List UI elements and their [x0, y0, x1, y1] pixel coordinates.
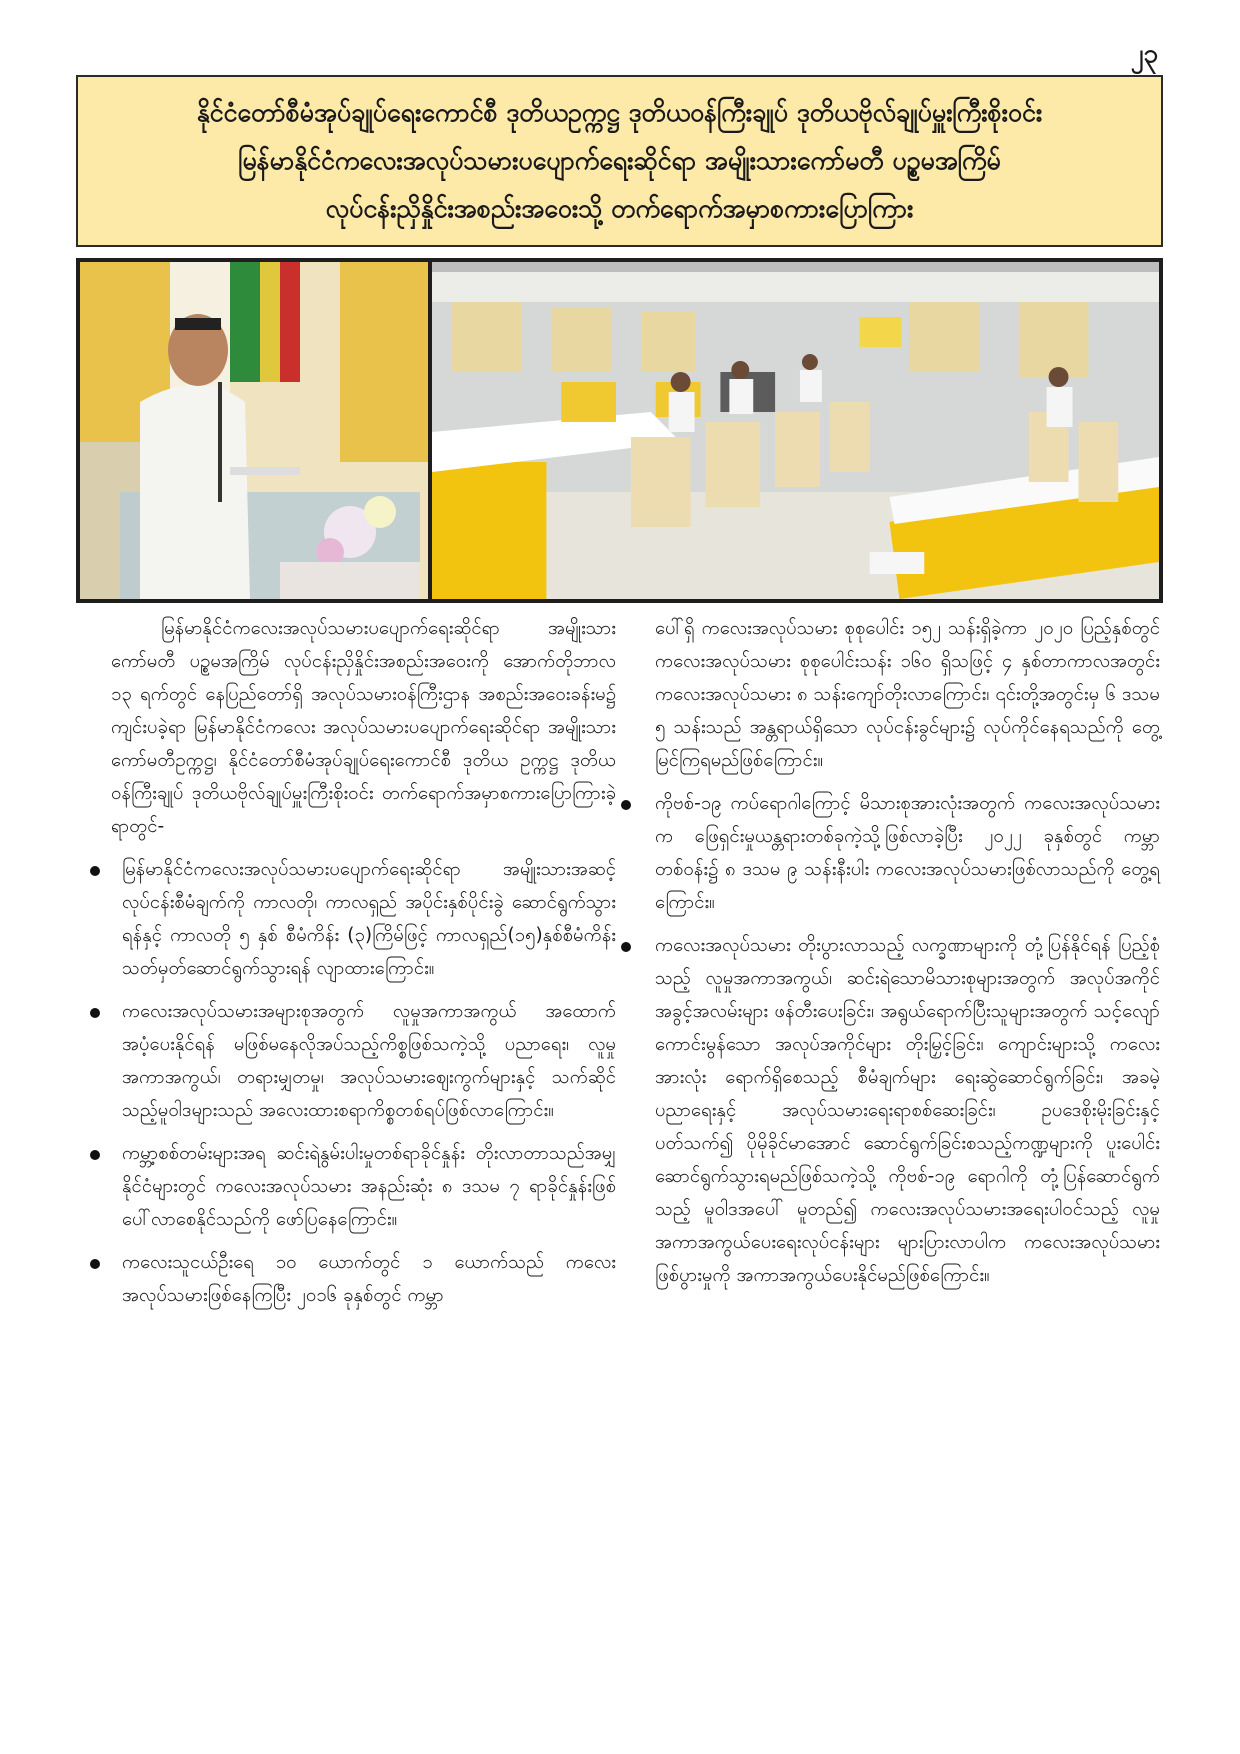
- bullet-item: [122, 1137, 616, 1236]
- headline-line-1: နိုင်ငံတော်စီမံအုပ်ချုပ်ရေးကောင်စီ ဒုတိယဥက္ကဋ္ဌ ဒုတိယဝန်ကြီးချုပ် ဒုတိယဗိုလ်ချုပ်မှူးကြီးစိုးဝင်း: [196, 98, 1043, 127]
- bullet-item: [122, 853, 616, 985]
- meeting-hall-illustration: [432, 262, 1159, 599]
- page-number: ၂၃: [1130, 39, 1158, 69]
- bullet-text: ကလေးအလုပ်သမားအများစုအတွက် လူမှုအကာအကွယ် အထောက်အပံ့ပေးနိုင်ရန် မဖြစ်မနေလိုအပ်သည့်ကိစ္စဖြစ်သကဲ့သို့ ပညာရေး၊ လူမှုအကာအကွယ်၊ တရားမျှတမှု၊ အလုပ်သမားဈေးကွက်များနှင့် သက်ဆိုင်သည့်မူဝါဒများသည် အလေးထားစရာကိစ္စတစ်ရပ်ဖြစ်လာကြောင်း။: [122, 1001, 616, 1121]
- bullet-dot-icon: [90, 1008, 100, 1018]
- bullet-item: [122, 995, 616, 1127]
- headline-line-3: လုပ်ငန်းညှိနှိုင်းအစည်းအဝေးသို့ တက်ရောက်အမှာစကားပြောကြား: [325, 194, 914, 223]
- bullet-text: ကမ္ဘာ့စစ်တမ်းများအရ ဆင်းရဲနွမ်းပါးမှုတစ်ရာခိုင်နှုန်း တိုးလာတာသည်အမျှ နိုင်ငံများတွင် ကလေးအလုပ်သမား အနည်းဆုံး ၈ ဒသမ ၇ ရာခိုင်နှုန်းဖြစ် ပေါ်လာစေနိုင်သည်ကို ဖော်ပြနေကြောင်း။: [122, 1143, 616, 1230]
- speaker-photo: [80, 262, 428, 599]
- bullet-text: ကိုဗစ်-၁၉ ကပ်ရောဂါကြောင့် မိသားစုအားလုံးအတွက် ကလေးအလုပ်သမားက ဖြေရှင်းမှုယန္တရားတစ်ခုကဲ့သို့ဖြစ်လာခဲ့ပြီး ၂၀၂၂ ခုနှစ်တွင် ကမ္ဘာ တစ်ဝန်း၌ ၈ ဒသမ ၉ သန်းနီးပါး ကလေးအလုပ်သမားဖြစ်လာသည်ကို တွေ့ရကြောင်း။: [655, 793, 1160, 913]
- bullet-item: [122, 1246, 616, 1312]
- photo-strip: [76, 258, 1163, 603]
- bullet-item: [655, 787, 1160, 919]
- bullet-item: [655, 929, 1160, 1292]
- bullet-text: ကလေးအလုပ်သမား တိုးပွားလာသည့် လက္ခဏာများကို တုံ့ပြန်နိုင်ရန် ပြည့်စုံသည့် လူမှုအကာအကွယ်၊ ဆင်းရဲသောမိသားစုများအတွက် အလုပ်အကိုင်အခွင့်အလမ်းများ ဖန်တီးပေးခြင်း၊ အရွယ်ရောက်ပြီးသူများအတွက် သင့်လျော်ကောင်းမွန်သော အလုပ်အကိုင်များ တိုးမြှင့်ခြင်း၊ ကျောင်းများသို့ ကလေးအားလုံး ရောက်ရှိစေသည့် စီမံချက်များ ရေးဆွဲဆောင်ရွက်ခြင်း၊ အခမဲ့ပညာရေးနှင့် အလုပ်သမားရေးရာစစ်ဆေးခြင်း၊ ဥပဒေစိုးမိုးခြင်းနှင့် ပတ်သက်၍ ပိုမိုခိုင်မာအောင် ဆောင်ရွက်ခြင်းစသည့်ကဏ္ဍများကို ပူးပေါင်းဆောင်ရွက်သွားရမည်ဖြစ်သကဲ့သို့ ကိုဗစ်-၁၉ ရောဂါကို တုံ့ပြန်ဆောင်ရွက်သည့် မူဝါဒအပေါ် မူတည်၍ ကလေးအလုပ်သမားအရေးပါဝင်သည့် လူမှုအကာအကွယ်ပေးရေးလုပ်ငန်းများ များပြားလာပါက ကလေးအလုပ်သမားဖြစ်ပွားမှုကို အကာအကွယ်ပေးနိုင်မည်ဖြစ်ကြောင်း။: [655, 935, 1160, 1286]
- bullet-dot-icon: [90, 1259, 100, 1269]
- bullet-dot-icon: [90, 866, 100, 876]
- bullet-dot-icon: [90, 1150, 100, 1160]
- continuation-paragraph: ပေါ်ရှိ ကလေးအလုပ်သမား စုစုပေါင်း ၁၅၂ သန်းရှိခဲ့ကာ ၂၀၂၀ ပြည့်နှစ်တွင် ကလေးအလုပ်သမား စုစုပေါင်းသန်း ၁၆၀ ရှိသဖြင့် ၄ နှစ်တာကာလအတွင်း ကလေးအလုပ်သမား ၈ သန်းကျော်တိုးလာကြောင်း၊ ၎င်းတို့အတွင်းမှ ၆ ဒသမ ၅ သန်းသည် အန္တရာယ်ရှိသော လုပ်ငန်းခွင်များ၌ လုပ်ကိုင်နေရသည်ကို တွေ့မြင်ကြရမည်ဖြစ်ကြောင်း။: [655, 618, 1160, 771]
- intro-paragraph: မြန်မာနိုင်ငံကလေးအလုပ်သမားပပျောက်ရေးဆိုင်ရာ အမျိုးသားကော်မတီ ပဉ္စမအကြိမ် လုပ်ငန်းညှိနှိုင်းအစည်းအဝေးကို အောက်တိုဘာလ ၁၃ ရက်တွင် နေပြည်တော်ရှိ အလုပ်သမားဝန်ကြီးဌာန အစည်းအဝေးခန်းမ၌ ကျင်းပခဲ့ရာ မြန်မာနိုင်ငံကလေး အလုပ်သမားပပျောက်ရေးဆိုင်ရာ အမျိုးသားကော်မတီဥက္ကဋ္ဌ၊ နိုင်ငံတော်စီမံအုပ်ချုပ်ရေးကောင်စီ ဒုတိယ ဥက္ကဋ္ဌ ဒုတိယဝန်ကြီးချုပ် ဒုတိယဗိုလ်ချုပ်မှူးကြီးစိုးဝင်း တက်ရောက်အမှာစကားပြောကြားခဲ့ရာတွင်-: [111, 618, 616, 837]
- bullet-text: မြန်မာနိုင်ငံကလေးအလုပ်သမားပပျောက်ရေးဆိုင်ရာ အမျိုးသားအဆင့်လုပ်ငန်းစီမံချက်ကို ကာလတို၊ ကာလရှည် အပိုင်းနှစ်ပိုင်းခွဲ ဆောင်ရွက်သွားရန်နှင့် ကာလတို ၅ နှစ် စီမံကိန်း (၃)ကြိမ်ဖြင့် ကာလရှည်(၁၅)နှစ်စီမံကိန်း သတ်မှတ်ဆောင်ရွက်သွားရန် လျာထားကြောင်း။: [122, 859, 616, 979]
- bullet-text: ကလေးသူငယ်ဦးရေ ၁၀ ယောက်တွင် ၁ ယောက်သည် ကလေးအလုပ်သမားဖြစ်နေကြပြီး ၂၀၁၆ ခုနှစ်တွင် ကမ္ဘာ: [122, 1252, 616, 1306]
- left-column: [111, 612, 616, 1312]
- bullet-dot-icon: [621, 800, 631, 810]
- headline-line-2: မြန်မာနိုင်ငံကလေးအလုပ်သမားပပျောက်ရေးဆိုင်ရာ အမျိုးသားကော်မတီ ပဉ္စမအကြိမ်: [238, 146, 1001, 175]
- bullet-dot-icon: [621, 942, 631, 952]
- speaker-photo-illustration: [80, 262, 428, 599]
- meeting-hall-photo: [432, 262, 1159, 599]
- headline-box: [76, 75, 1163, 247]
- right-column: [655, 612, 1160, 1292]
